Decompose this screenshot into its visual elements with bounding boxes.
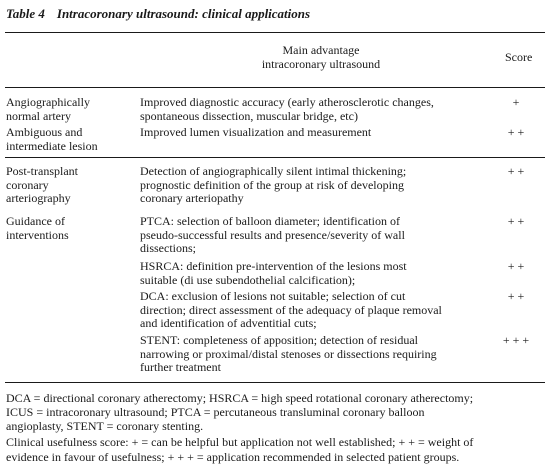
advantage-line: PTCA: selection of balloon diameter; identification of (140, 214, 400, 228)
advantage-line: further treatment (140, 360, 221, 374)
application-line: interventions (6, 227, 69, 242)
application-line: Angiographically (6, 95, 90, 109)
application-line: Post-transplant (6, 164, 78, 178)
table-number: Table 4 (6, 6, 45, 21)
advantage-line: prognostic definition of the group at risk of developing (140, 177, 404, 192)
row-score: + + (507, 214, 525, 228)
row-application (6, 96, 90, 123)
advantage-line: HSRCA: definition pre-intervention of the lesions most (140, 259, 407, 273)
row-advantage (140, 165, 406, 206)
table-title: Intracoronary ultrasound: clinical applications (56, 6, 311, 21)
advantage-line: coronary arteriopathy (140, 191, 244, 205)
header-advantage-line1: Main advantage (282, 43, 360, 57)
advantage-line: pseudo-successful results and presence/severity of wall (140, 227, 405, 242)
advantage-line: direction; direct assessment of the adequacy of plaque removal (140, 302, 442, 317)
footnote-line: angioplasty, STENT = coronary stenting. (6, 419, 204, 433)
advantage-line: suitable (di use subendothelial calcification); (140, 272, 356, 287)
row-score: + + (507, 259, 525, 273)
application-line: Ambiguous and (6, 125, 83, 139)
advantage-line: dissections; (140, 241, 196, 255)
row-score: + + (507, 125, 525, 139)
subitem-ptca (140, 215, 405, 256)
row-score: + + + (502, 333, 530, 347)
advantage-line: Improved diagnostic accuracy (early atherosclerotic changes, (140, 95, 434, 109)
footnote-line: evidence in favour of usefulness; + + + = application recommended in selected patient groups. (6, 450, 460, 464)
application-line: coronary (6, 177, 49, 192)
row-application (6, 215, 69, 242)
application-line: normal artery (6, 108, 71, 123)
application-line: arteriography (6, 191, 71, 205)
header-score: Score (505, 50, 533, 64)
row-score: + (512, 95, 520, 109)
row-score: + + (507, 289, 525, 303)
advantage-line: STENT: completeness of apposition; detection of residual (140, 333, 419, 347)
application-line: intermediate lesion (6, 138, 98, 153)
footnote-line: Clinical usefulness score: + = can be helpful but application not well established; + + = weight of (6, 435, 474, 449)
table-caption (6, 6, 310, 22)
header-advantage-line2: intracoronary ultrasound (261, 57, 381, 71)
row-application (6, 126, 98, 153)
advantage-line: Improved lumen visualization and measurement (140, 125, 372, 139)
row-advantage (140, 96, 434, 123)
subitem-hsrca (140, 260, 407, 287)
advantage-line: and identification of adventitial cuts; (140, 316, 317, 330)
row-application (6, 165, 78, 206)
advantage-line: DCA: exclusion of lesions not suitable; selection of cut (140, 289, 406, 303)
subitem-dca (140, 290, 442, 331)
application-line: Guidance of (6, 214, 65, 228)
advantage-line: Detection of angiographically silent intimal thickening; (140, 164, 407, 178)
bottom-rule (5, 382, 545, 383)
row-divider (5, 157, 545, 158)
subitem-stent (140, 334, 437, 375)
row-advantage (140, 126, 371, 140)
footnote-line: ICUS = intracoronary ultrasound; PTCA = percutaneous transluminal coronary balloon (6, 405, 425, 419)
advantage-line: spontaneous dissection, muscular bridge, etc) (140, 108, 358, 123)
header-main-advantage (206, 43, 436, 71)
header-rule (5, 87, 545, 88)
footnote-line: DCA = directional coronary atherectomy; HSRCA = high speed rotational coronary atherectomy; (6, 391, 474, 405)
top-rule (5, 32, 545, 33)
row-score: + + (507, 164, 525, 178)
advantage-line: narrowing or proximal/distal stenoses or dissections requiring (140, 346, 437, 361)
